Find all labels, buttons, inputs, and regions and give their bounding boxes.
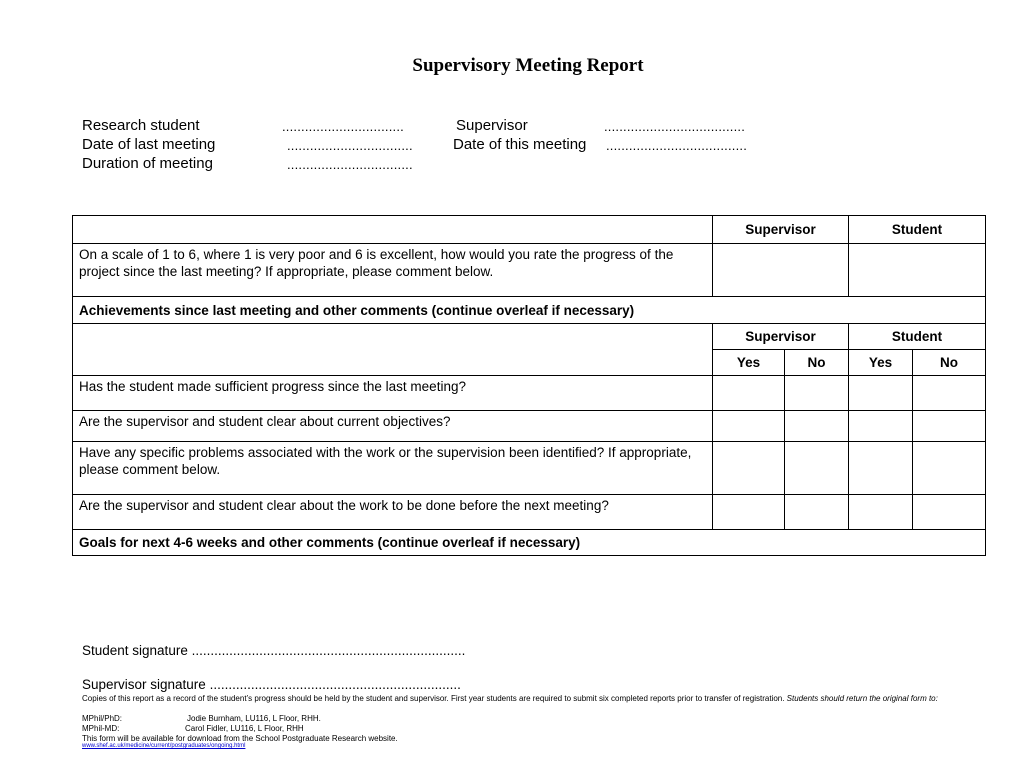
duration-field[interactable]: .................................: [287, 157, 413, 172]
research-student-field[interactable]: ................................: [282, 119, 404, 134]
student-subheader: Student: [849, 324, 986, 350]
download-note: This form will be available for download from the School Postgraduate Research website.: [82, 734, 398, 743]
supervisor-yes-checkbox[interactable]: [713, 442, 785, 495]
page-title: Supervisory Meeting Report: [412, 55, 644, 76]
question-objectives: Are the supervisor and student clear about current objectives?: [73, 411, 713, 442]
supervisor-yes-checkbox[interactable]: [713, 376, 785, 411]
mphilmd-contact: Carol Fidler, LU116, L Floor, RHH: [185, 724, 304, 733]
achievements-heading: Achievements since last meeting and other comments (continue overleaf if necessary): [73, 297, 986, 324]
student-no-checkbox[interactable]: [913, 442, 986, 495]
supervisor-signature-line[interactable]: Supervisor signature ...................................................................: [82, 677, 461, 692]
copies-text: Copies of this report as a record of the student’s progress should be held by the student and supervisor. First year students are required to submit six completed reports prior to transfer of registration.: [82, 694, 787, 703]
student-no-checkbox[interactable]: [913, 376, 986, 411]
supervisor-no-checkbox[interactable]: [785, 442, 849, 495]
student-header: Student: [849, 216, 986, 244]
mphilphd-contact-row: [82, 714, 982, 724]
supervisor-rating-cell[interactable]: [713, 244, 849, 297]
supervisor-yes-header: Yes: [713, 350, 785, 376]
rating-question: On a scale of 1 to 6, where 1 is very poor and 6 is excellent, how would you rate the progress of the project since the last meeting? If appropriate, please comment below.: [73, 244, 713, 297]
student-yes-header: Yes: [849, 350, 913, 376]
report-table: [72, 215, 986, 556]
return-instruction: Students should return the original form to:: [786, 694, 938, 703]
date-last-meeting-label: Date of last meeting: [82, 136, 216, 153]
question-next-work: Are the supervisor and student clear about the work to be done before the next meeting?: [73, 495, 713, 530]
supervisor-yes-checkbox[interactable]: [713, 495, 785, 530]
student-yes-checkbox[interactable]: [849, 411, 913, 442]
supervisor-no-header: No: [785, 350, 849, 376]
copies-note: [82, 694, 982, 704]
student-no-checkbox[interactable]: [913, 495, 986, 530]
student-signature-line[interactable]: Student signature .........................................................................: [82, 643, 466, 658]
date-this-meeting-label: Date of this meeting: [453, 136, 587, 153]
student-yes-checkbox[interactable]: [849, 495, 913, 530]
question-problems: Have any specific problems associated with the work or the supervision been identified? If appropriate, please comment below.: [73, 442, 713, 495]
research-student-label: Research student: [82, 117, 200, 134]
blank-header-cell: [73, 216, 713, 244]
website-link[interactable]: www.shef.ac.uk/medicine/current/postgraduates/ongoing.html: [82, 743, 246, 749]
supervisor-label: Supervisor: [456, 117, 528, 134]
student-no-checkbox[interactable]: [913, 411, 986, 442]
supervisor-no-checkbox[interactable]: [785, 376, 849, 411]
supervisor-yes-checkbox[interactable]: [713, 411, 785, 442]
student-yes-checkbox[interactable]: [849, 376, 913, 411]
supervisor-no-checkbox[interactable]: [785, 495, 849, 530]
date-this-meeting-field[interactable]: .....................................: [606, 138, 748, 153]
supervisor-field[interactable]: .....................................: [604, 119, 746, 134]
mphilmd-label: MPhil-MD:: [82, 724, 120, 733]
student-rating-cell[interactable]: [849, 244, 986, 297]
mphilphd-contact: Jodie Burnham, LU116, L Floor, RHH.: [187, 714, 321, 723]
question-progress: Has the student made sufficient progress since the last meeting?: [73, 376, 713, 411]
duration-label: Duration of meeting: [82, 155, 213, 172]
supervisor-no-checkbox[interactable]: [785, 411, 849, 442]
blank-subheader-cell: [73, 324, 713, 376]
supervisor-header: Supervisor: [713, 216, 849, 244]
goals-heading: Goals for next 4-6 weeks and other comments (continue overleaf if necessary): [73, 530, 986, 556]
mphilmd-contact-row: [82, 724, 982, 734]
supervisor-subheader: Supervisor: [713, 324, 849, 350]
student-no-header: No: [913, 350, 986, 376]
date-last-meeting-field[interactable]: .................................: [287, 138, 413, 153]
student-yes-checkbox[interactable]: [849, 442, 913, 495]
mphilphd-label: MPhil/PhD:: [82, 714, 123, 723]
